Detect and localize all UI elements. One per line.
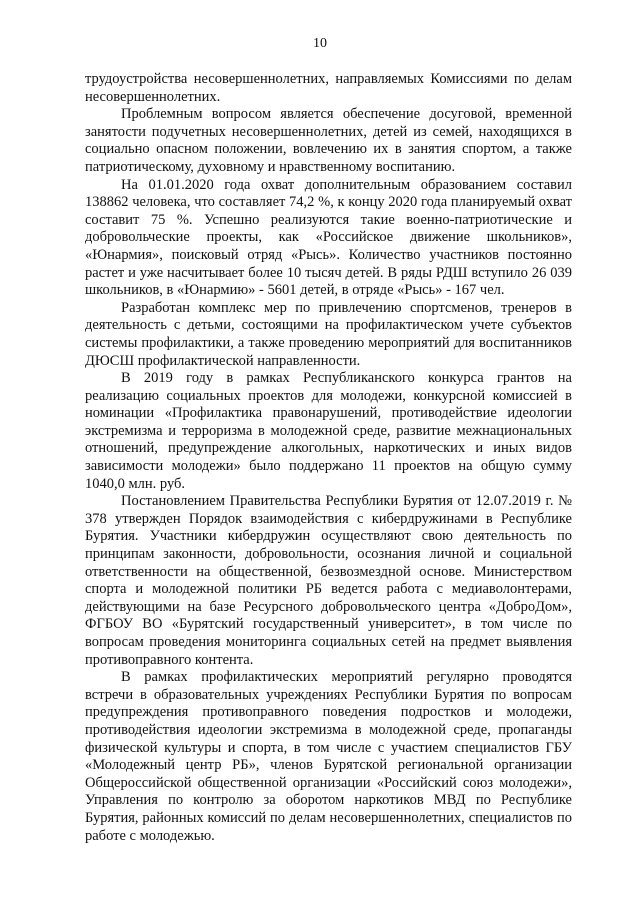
- paragraph-continuation: трудоустройства несовершеннолетних, направляемых Комиссиями по делам несовершеннолетних.: [85, 71, 572, 105]
- paragraph-grants-contest: В 2019 году в рамках Республиканского конкурса грантов на реализацию социальных проектов для молодежи, конкурсной комиссией в номинации «Профилактика правонарушений, противодействие идеологии экстремизма и терроризма в молодежной среде, развитие межнациональных отношений, предупреждение алкогольных, наркотических и иных видов зависимости молодежи» было поддержано 11 проектов на общую сумму 1040,0 млн. руб.: [85, 370, 572, 492]
- paragraph-athletes-measures: Разработан комплекс мер по привлечению спортсменов, тренеров в деятельность с детьми, состоящими на профилактическом учете субъектов системы профилактики, а также проведению мероприятий для воспитанников ДЮСШ профилактической направленности.: [85, 299, 572, 369]
- paragraph-education-coverage: На 01.01.2020 года охват дополнительным образованием составил 138862 человека, что составляет 74,2 %, к концу 2020 года планируемый охват составит 75 %. Успешно реализуются такие военно-патриотические и добровольческие проекты, как «Российское движение школьников», «Юнармия», поисковый отряд «Рысь». Количество участников постоянно растет и уже насчитывает более 10 тысяч детей. В ряды РДШ вступило 26 039 школьников, в «Юнармию» - 5601 детей, в отряде «Рысь» - 167 чел.: [85, 176, 572, 299]
- paragraph-prevention-meetings: В рамках профилактических мероприятий регулярно проводятся встречи в образовательных учреждениях Республики Бурятия по вопросам предупреждения противоправного поведения подростков и молодежи, противодействия идеологии экстремизма в молодежной среде, пропаганды физической культуры и спорта, в том числе с участием специалистов ГБУ «Молодежный центр РБ», членов Бурятской региональной организации Общероссийской общественной организации «Российский союз молодежи», Управления по контролю за оборотом наркотиков МВД по Республике Бурятия, районных комиссий по делам несовершеннолетних, специалистов по работе с молодежью.: [85, 669, 572, 844]
- paragraph-leisure-problem: Проблемным вопросом является обеспечение досуговой, временной занятости подучетных несовершеннолетних, детей из семей, находящихся в социально опасном положении, вовлечению их в занятия спортом, а также патриотическому, духовному и нравственному воспитанию.: [85, 106, 572, 175]
- document-body: [85, 71, 572, 845]
- paragraph-cyber-squads: Постановлением Правительства Республики Бурятия от 12.07.2019 г. № 378 утвержден Порядок взаимодействия с кибердружинами в Республике Бурятия. Участники кибердружин осуществляют свою деятельность по принципам законности, добровольности, осознания личной и социальной ответственности на общественной, безвозмездной основе. Министерством спорта и молодежной политики РБ ведется работа с медиаволонтерами, действующими на базе Ресурсного добровольческого центра «ДоброДом», ФГБОУ ВО «Бурятский государственный университет», в том числе по вопросам проведения мониторинга социальных сетей на предмет выявления противоправного контента.: [85, 493, 572, 668]
- page-number: 10: [313, 36, 327, 51]
